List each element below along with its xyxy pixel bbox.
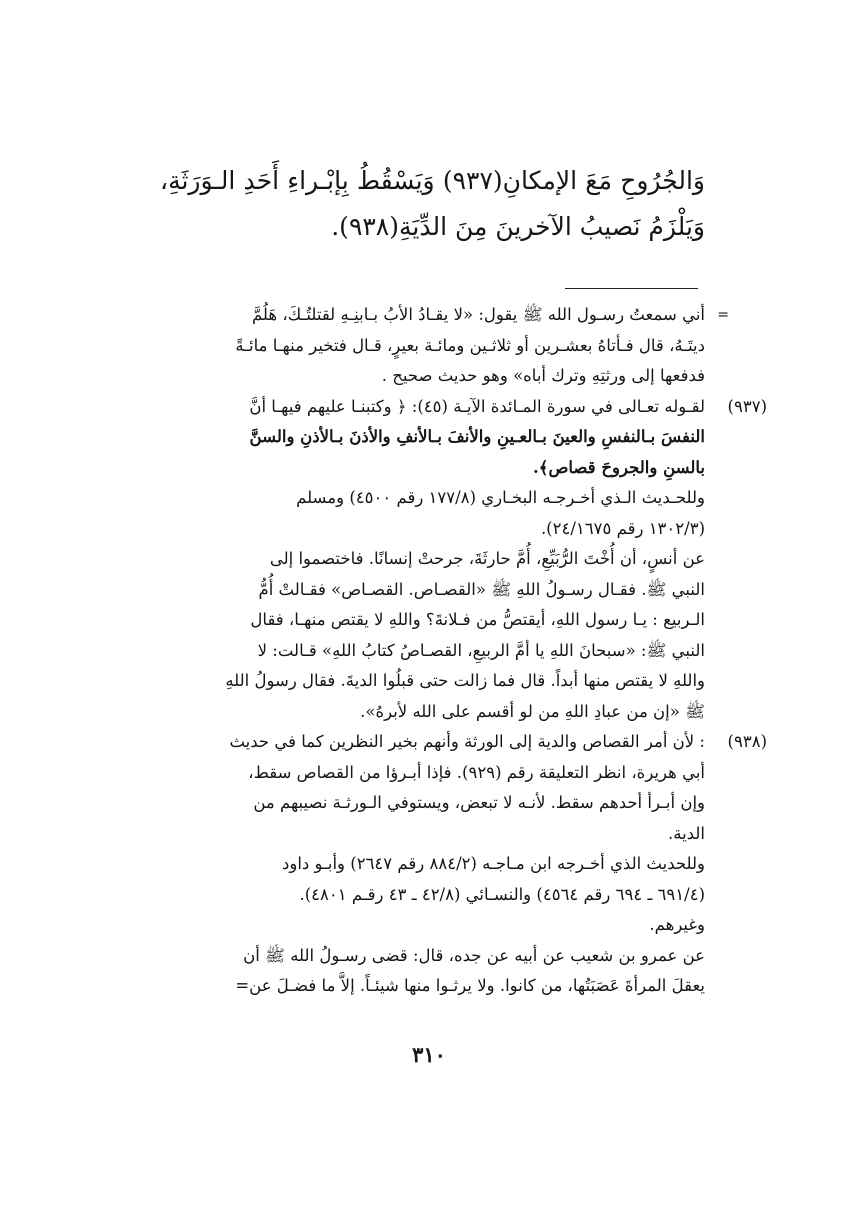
footnote-line: الـربيع : يـا رسول اللهِ، أيقتصُّ من فـلانةَ؟ واللهِ لا يقتص منهـا، فقال — [250, 610, 705, 629]
footnote-line: وغيرهم. — [649, 915, 705, 934]
continuation-mark: = — [717, 307, 729, 323]
footnote-line: فدفعها إلى ورثتِهِ وترك أباه» وهو حديث صحيح . — [381, 366, 705, 385]
footnotes — [96, 300, 767, 1002]
footnote-line: ﷺ «إن من عبادِ اللهِ من لو أقسم على الله لأبرهُ». — [360, 701, 705, 721]
main-text-body: وَالجُرُوحِ مَعَ الإمكانِ(٩٣٧) وَيَسْقُطُ بِإبْـراءِ أَحَدِ الـوَرَثَةِ، وَيَلْزَمُ نَصيبُ الآخرينَ مِنَ الدِّيَةِ(٩٣٨). — [160, 166, 705, 241]
main-text — [160, 158, 705, 250]
footnote-line: (٦٩١/٤ ـ ٦٩٤ رقم ٤٥٦٤) والنسـائي (٤٢/٨ ـ ٤٣ رقـم ٤٨٠١). — [299, 884, 705, 904]
footnote-line: يعقلَ المرأةَ عَصَبَتُها، من كانوا. ولا يرثـوا منها شيئـاً. إلاَّ ما فضـلَ عن= — [235, 976, 705, 995]
footnote-line: وللحديث الذي أخـرجه ابن مـاجـه (٨٨٤/٢ رقم ٢٦٤٧) وأبـو داود — [282, 854, 705, 873]
footnote-line: : لأن أمر القصاص والدية إلى الورثة وأنهم بخير النظرين كما في حديث — [229, 732, 705, 751]
footnote-line: النبي ﷺ: «سبحانَ اللهِ يا أمَّ الربيعِ، القصـاصُ كتابُ اللهِ» قـالت: لا — [257, 640, 705, 660]
footnote-line: عن عمرو بن شعيب عن أبيه عن جده، قال: قضى رسـولُ الله ﷺ أن — [243, 945, 705, 965]
footnote-line: وللحـديث الـذي أخـرجـه البخـاري (١٧٧/٨ رقم ٤٥٠٠) ومسلم — [296, 488, 705, 507]
footnote-937 — [96, 392, 767, 728]
footnote-number: (٩٣٨) — [727, 732, 767, 751]
footnote-line: أبي هريرة، انظر التعليقة رقم (٩٢٩). فإذا أبـرؤا من القصاص سقط، — [248, 762, 705, 782]
footnote-line: أني سمعتُ رسـول الله ﷺ يقول: «لا يقـادُ الأبُ بـابنِـهِ لقتلتُـكَ، هَلُمَّ — [251, 305, 705, 324]
footnote-line: الدية. — [668, 823, 705, 843]
footnote-line: عن أنسٍ، أن أُخْتَ الرُّبَيِّعِ، أُمَّ حارثَةَ، جرحتْ إنسانًا. فاختصموا إلى — [269, 549, 705, 568]
footnote-separator — [565, 288, 698, 289]
footnote-continuation — [96, 300, 729, 392]
footnote-line: (١٣٠٢/٣ رقم ٢٤/١٦٧٥). — [540, 518, 705, 538]
footnote-line: النبي ﷺ. فقـال رسـولُ اللهِ ﷺ «القصـاص. القصـاص» فقـالتْ أُمُّ — [258, 579, 705, 599]
footnote-line: لقـوله تعـالى في سورة المـائدة الآيـة (٤٥): ﴿ وكتبنـا عليهم فيهـا أنَّ — [249, 396, 705, 416]
footnote-line: وإن أبـرأ أحدهم سقط. لأنـه لا تبعض، ويستوفي الـورثـة نصيبهم من — [253, 793, 705, 812]
footnote-line: ديتَـهُ، قال فـأتاهُ بعشـرين أو ثلاثـين ومائـة بعيرٍ، قـال فتخير منهـا مائـةً — [235, 335, 705, 355]
footnote-line: واللهِ لا يقتص منها أبداً. قال فما زالت حتى قبلُوا الديةَ. فقال رسولُ اللهِ — [225, 671, 705, 690]
quran-verse-line: النفسَ بـالنفسِ والعينَ بـالعـينِ والأنفَ بـالأنفِ والأذنَ بـالأذنِ والسنَّ — [249, 427, 705, 446]
page-number: ٣١٠ — [412, 1042, 446, 1067]
footnote-number: (٩٣٧) — [727, 396, 767, 416]
footnote-938 — [96, 727, 767, 1002]
quran-verse-line: بالسنِ والجروحَ قصاص﴾. — [533, 457, 705, 477]
